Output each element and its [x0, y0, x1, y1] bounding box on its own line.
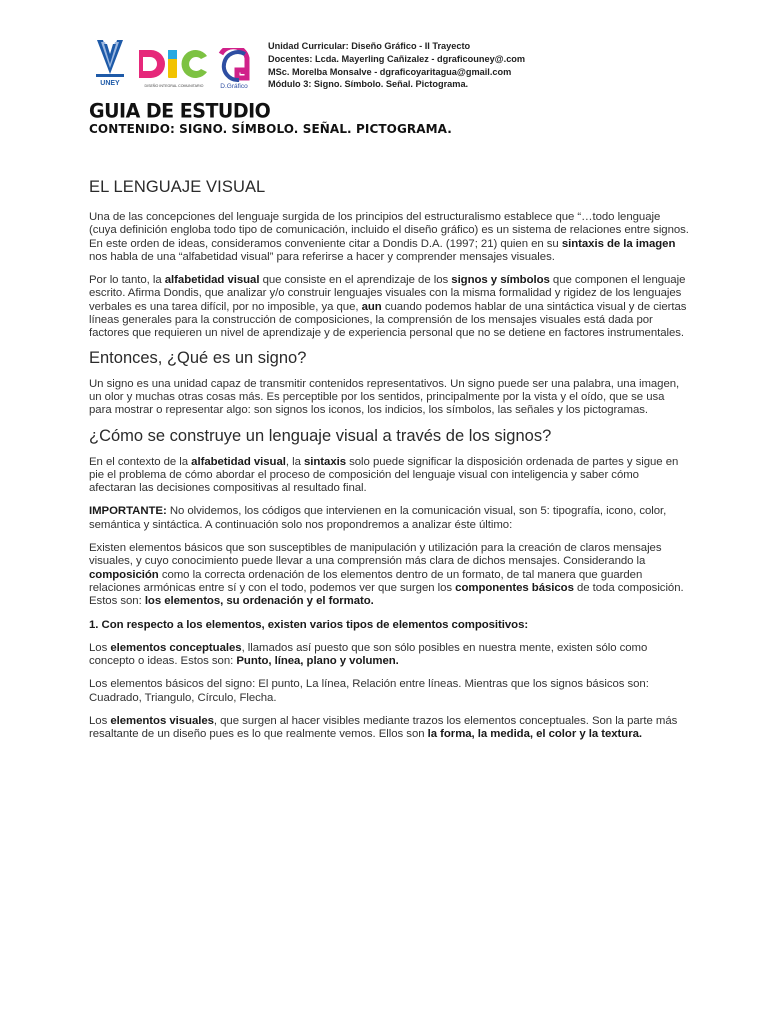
guide-subtitle: CONTENIDO: SIGNO. SÍMBOLO. SEÑAL. PICTOGRAMA.	[89, 122, 452, 136]
paragraph-elementos-conceptuales: Los elementos conceptuales, llamados así puesto que son sólo posibles en nuestra mente, existen sólo como concepto o ideas. Estos son: Punto, línea, plano y volumen.	[89, 641, 648, 668]
paragraph-contexto-alfabetidad: En el contexto de la alfabetidad visual, la sintaxis solo puede significar la disposición ordenada de partes y sigue en pie el problema de cómo abordar el proceso de composición del lenguaje visual con inteligencia y saber cómo afectaran las decisiones compositivas al resultado final.	[89, 455, 679, 495]
paragraph-importante: IMPORTANTE: No olvidemos, los códigos que intervienen en la comunicación visual, son 5: tipografía, icono, color, semántica y sintáctica. A continuación solo nos propondremos a analizar éste último:	[89, 505, 667, 531]
uney-logo-text: UNEY	[100, 80, 120, 87]
header-info	[268, 40, 728, 91]
dic-logo-caption: DISEÑO INTEGRAL COMUNITARIO	[144, 84, 204, 88]
header-teachers-line: Docentes: Lcda. Mayerling Cañizalez - dgraficouney@.com	[268, 53, 526, 64]
paragraph-elementos-signo: Los elementos básicos del signo: El punto, La línea, Relación entre líneas. Mientras que los signos básicos son: Cuadrado, Triangulo, Círculo, Flecha.	[89, 678, 649, 704]
header-module-line: Módulo 3: Signo. Símbolo. Señal. Pictograma.	[268, 79, 469, 90]
paragraph-signo-definicion: Un signo es una unidad capaz de transmitir contenidos representativos. Un signo puede ser una palabra, una imagen, un olor y muchas otras cosas más. Es perceptible por los sentidos, principalmente por la vista y el oído, que se usa para mostrar o representar algo: son signos los iconos, los indicios, los símbolos, las señales y los pictogramas.	[89, 377, 680, 417]
dgrafico-logo	[217, 48, 251, 90]
document-body	[89, 178, 689, 742]
uney-logo	[93, 38, 127, 88]
heading-lenguaje-visual: EL LENGUAJE VISUAL	[89, 178, 266, 196]
guide-title: GUIA DE ESTUDIO	[89, 99, 271, 123]
header-course-line: Unidad Curricular: Diseño Gráfico - II Trayecto	[268, 41, 471, 51]
paragraph-lenguaje-intro: Una de las concepciones del lenguaje surgida de los principios del estructuralismo establece que “…todo lenguaje (cuya definición engloba todo tipo de comunicación, incluido el diseño gráfico) es un sistema de relaciones entre signos. En este orden de ideas, consideramos conveniente citar a Dondis D.A. (1997; 21) quien en su sintaxis de la imagen nos habla de una “alfabetidad visual” para referirse a hacer y comprender mensajes visuales.	[89, 211, 689, 263]
paragraph-elementos-visuales: Los elementos visuales, que surgen al hacer visibles mediante trazos los elementos conceptuales. Son la parte más resaltante de un diseño pues es lo que realmente vemos. Ellos son la forma, la medida, el color y la textura.	[89, 715, 678, 741]
paragraph-alfabetidad: Por lo tanto, la alfabetidad visual que consiste en el aprendizaje de los signos y símbolos que componen el lenguaje escrito. Afirma Dondis, que analizar y/o construir lenguajes visuales con la misma formalidad y rigidez de los lenguajes verbales es una tarea difícil, por no imposible, ya que, aun cuando podemos hablar de una sintáctica visual y de ciertas líneas generales para la construcción de composiciones, la comprensión de los mensajes visuales está dada por factores que requieren un nivel de aprendizaje y de experiencia personal que no se detiene en factores instrumentales.	[89, 274, 687, 340]
paragraph-elementos-basicos: Existen elementos básicos que son susceptibles de manipulación y utilización para la creación de claros mensajes visuales, y cuyo conocimiento puede llevar a una comprensión más clara de dichos mensajes. Considerando la composición como la correcta ordenación de los elementos dentro de un formato, de tal manera que guarden relaciones armónicas entre sí y con el todo, podemos ver que surgen los componentes básicos de toda composición. Estos son: los elementos, su ordenación y el formato.	[89, 542, 684, 608]
header-teacher2-line: MSc. Morelba Monsalve - dgraficoyaritagua@gmail.com	[268, 66, 512, 77]
paragraph-tipos-elementos: 1. Con respecto a los elementos, existen varios tipos de elementos compositivos:	[89, 618, 529, 631]
dic-logo	[137, 48, 211, 90]
heading-como-construye: ¿Cómo se construye un lenguaje visual a través de los signos?	[89, 426, 552, 445]
dgrafico-logo-caption: D.Gráfico	[220, 83, 248, 90]
heading-que-es-signo: Entonces, ¿Qué es un signo?	[89, 348, 307, 367]
